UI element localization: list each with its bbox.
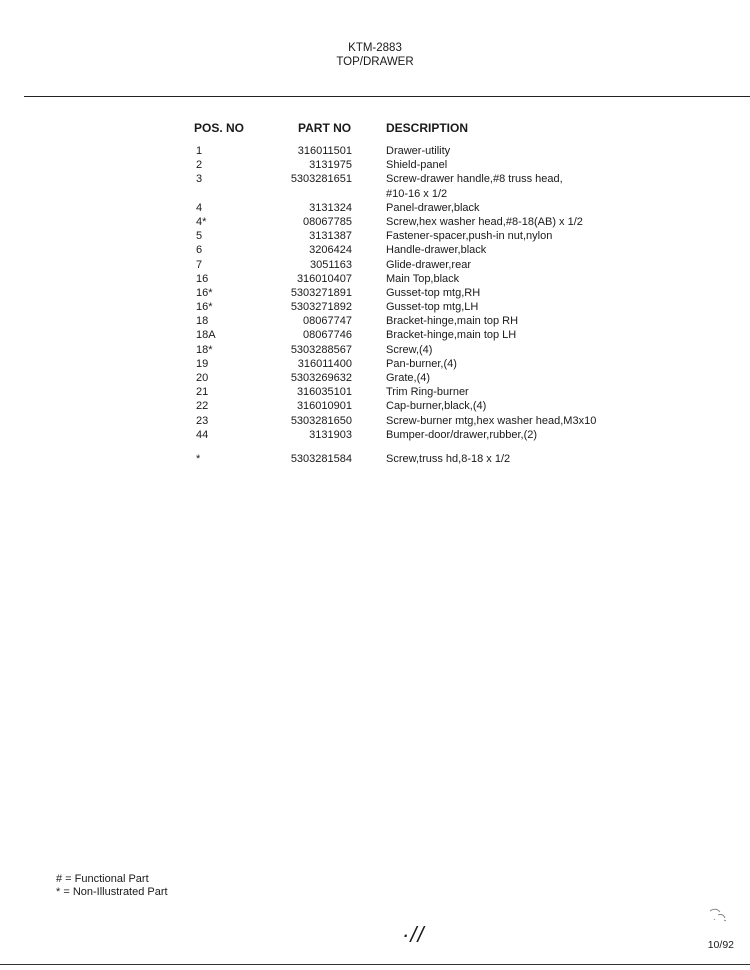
part-number-cell: 3051163 xyxy=(309,258,352,271)
table-row xyxy=(0,144,750,158)
description-cell: Cap-burner,black,(4) xyxy=(386,400,487,413)
part-number-cell: 5303281650 xyxy=(290,414,352,427)
table-row xyxy=(0,272,750,286)
description-cell: Grate,(4) xyxy=(386,372,431,384)
pos-cell: 5 xyxy=(196,230,203,243)
table-row xyxy=(0,314,750,328)
description-cell: Bumper-door/drawer,rubber,(2) xyxy=(386,428,538,441)
description-cell: Glide-drawer,rear xyxy=(386,258,471,271)
description-cell: Screw-burner mtg,hex washer head,M3x10 xyxy=(386,414,597,427)
part-number-cell: 5303281584 xyxy=(290,452,352,465)
column-header-description: DESCRIPTION xyxy=(386,121,469,135)
pos-cell: 2 xyxy=(196,159,203,172)
model-number: KTM-2883 xyxy=(348,42,402,54)
scribble-mark xyxy=(706,905,736,927)
pos-cell: * xyxy=(196,452,201,465)
part-number-cell: 316010407 xyxy=(296,272,352,285)
table-row xyxy=(0,452,750,466)
part-number-cell: 316010901 xyxy=(296,400,352,413)
part-number-cell: 5303269632 xyxy=(290,372,352,384)
pos-cell: 7 xyxy=(196,258,203,271)
page-mark: ·// xyxy=(402,922,425,947)
parts-list xyxy=(0,144,750,466)
section-title: TOP/DRAWER xyxy=(336,56,414,68)
table-row xyxy=(0,343,750,357)
page-header xyxy=(0,41,750,69)
table-row xyxy=(0,172,750,186)
part-number-cell: 5303271892 xyxy=(290,301,352,314)
header-divider xyxy=(24,96,750,97)
description-cell: Fastener-spacer,push-in nut,nylon xyxy=(386,230,553,243)
pos-cell: 4* xyxy=(196,215,207,228)
pos-cell: 16* xyxy=(196,301,213,314)
part-number-cell: 3131387 xyxy=(309,230,352,243)
pos-cell: 21 xyxy=(196,386,209,399)
pos-cell: 3 xyxy=(196,173,203,186)
footer-divider xyxy=(0,964,750,965)
table-row xyxy=(0,328,750,342)
description-cell: Pan-burner,(4) xyxy=(386,357,457,370)
pos-cell: 4 xyxy=(196,201,203,214)
part-number-cell: 316011400 xyxy=(297,357,352,370)
table-row xyxy=(0,385,750,399)
column-header-part: PART NO xyxy=(298,121,352,135)
pos-cell: 44 xyxy=(196,428,209,441)
description-cell: Screw,hex washer head,#8-18(AB) x 1/2 xyxy=(386,215,583,228)
description-cell: Panel-drawer,black xyxy=(386,201,480,214)
pos-cell: 22 xyxy=(196,400,209,413)
part-number-cell: 3131903 xyxy=(309,428,352,441)
description-cell: Screw-drawer handle,#8 truss head, xyxy=(386,173,563,186)
description-cell: Handle-drawer,black xyxy=(386,244,487,257)
description-cell: Screw,truss hd,8-18 x 1/2 xyxy=(386,452,511,465)
pos-cell: 16* xyxy=(196,286,213,299)
pos-cell: 1 xyxy=(196,145,203,157)
revision-date: 10/92 xyxy=(707,939,734,951)
legend-functional: # = Functional Part xyxy=(56,873,149,885)
column-header-pos: POS. NO xyxy=(194,121,245,135)
pos-cell: 6 xyxy=(196,244,203,257)
pos-cell: 20 xyxy=(196,372,209,384)
table-row xyxy=(0,201,750,215)
table-row xyxy=(0,357,750,371)
description-cell: Screw,(4) xyxy=(386,343,433,356)
part-number-cell: 3206424 xyxy=(309,244,352,257)
part-number-cell: 3131975 xyxy=(309,159,352,172)
table-row xyxy=(0,243,750,257)
part-number-cell: 5303288567 xyxy=(290,343,352,356)
table-row xyxy=(0,258,750,272)
table-row xyxy=(0,371,750,385)
table-row xyxy=(0,414,750,428)
table-row xyxy=(0,300,750,314)
part-number-cell: 08067785 xyxy=(303,215,352,228)
description-cell: Main Top,black xyxy=(386,272,460,285)
description-cell: Bracket-hinge,main top RH xyxy=(386,315,519,328)
table-row xyxy=(0,286,750,300)
pos-cell: 23 xyxy=(196,414,209,427)
pos-cell: 18A xyxy=(196,329,216,342)
part-number-cell: 5303271891 xyxy=(290,286,352,299)
description-cell: #10-16 x 1/2 xyxy=(386,187,448,200)
table-row xyxy=(0,229,750,243)
legend xyxy=(56,873,168,898)
part-number-cell: 08067747 xyxy=(303,315,352,328)
description-cell: Gusset-top mtg,RH xyxy=(386,286,481,299)
part-number-cell: 3131324 xyxy=(309,201,352,214)
pos-cell: 19 xyxy=(196,357,209,370)
pos-cell: 18 xyxy=(196,315,209,328)
part-number-cell: 08067746 xyxy=(303,329,352,342)
pos-cell: 18* xyxy=(196,343,213,356)
part-number-cell: 5303281651 xyxy=(290,173,352,186)
part-number-cell: 316011501 xyxy=(297,145,352,157)
description-cell: Bracket-hinge,main top LH xyxy=(386,329,517,342)
table-row xyxy=(0,215,750,229)
table-row xyxy=(0,187,750,201)
pos-cell: 16 xyxy=(196,272,209,285)
table-row xyxy=(0,158,750,172)
table-row xyxy=(0,428,750,442)
part-number-cell: 316035101 xyxy=(296,386,352,399)
table-row xyxy=(0,399,750,413)
description-cell: Gusset-top mtg,LH xyxy=(386,301,479,314)
description-cell: Shield-panel xyxy=(386,159,448,172)
description-cell: Drawer-utility xyxy=(386,145,451,157)
description-cell: Trim Ring-burner xyxy=(386,386,469,399)
legend-non-illustrated: * = Non-Illustrated Part xyxy=(56,885,168,898)
